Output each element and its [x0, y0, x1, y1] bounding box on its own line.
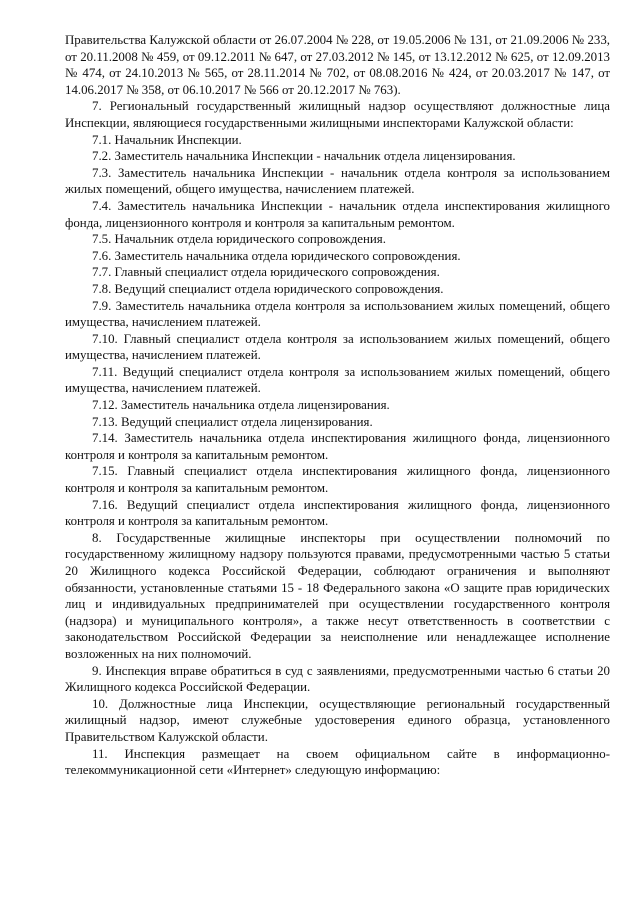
item-7-15: 7.15. Главный специалист отдела инспектирования жилищного фонда, лицензионного контроля и контроля за капитальным ремонтом. [65, 464, 610, 496]
item-7-5: 7.5. Начальник отдела юридического сопровождения. [92, 232, 386, 247]
paragraph-continuation: Правительства Калужской области от 26.07.2004 № 228, от 19.05.2006 № 131, от 21.09.2006 № 233, от 20.11.2008 № 459, от 09.12.2011 № 647, от 27.03.2012 № 145, от 13.12.2012 № 625, от 12.09.2013 № 474, от 24.10.2013 № 565, от 28.11.2014 № 702, от 08.08.2016 № 424, от 20.03.2017 № 147, от 14.06.2017 № 358, от 06.10.2017 № 566 от 20.12.2017 № 763). [65, 33, 610, 97]
item-7-11: 7.11. Ведущий специалист отдела контроля за использованием жилых помещений, общего имущества, начислением платежей. [65, 364, 610, 396]
item-7-13: 7.13. Ведущий специалист отдела лицензирования. [92, 414, 373, 429]
item-7-7: 7.7. Главный специалист отдела юридического сопровождения. [92, 265, 440, 280]
paragraph-9: 9. Инспекция вправе обратиться в суд с заявлениями, предусмотренными частью 6 статьи 20 Жилищного кодекса Российской Федерации. [65, 663, 610, 695]
item-7-1: 7.1. Начальник Инспекции. [92, 132, 242, 147]
item-7-4: 7.4. Заместитель начальника Инспекции - начальник отдела инспектирования жилищного фонда, лицензионного контроля и контроля за капитальным ремонтом. [65, 198, 610, 230]
paragraph-11: 11. Инспекция размещает на своем официальном сайте в информационно-телекоммуникационной сети «Интернет» следующую информацию: [65, 746, 610, 778]
item-7-2: 7.2. Заместитель начальника Инспекции - начальник отдела лицензирования. [92, 149, 516, 164]
item-7-9: 7.9. Заместитель начальника отдела контроля за использованием жилых помещений, общего имущества, начислением платежей. [65, 298, 610, 330]
paragraph-7: 7. Региональный государственный жилищный надзор осуществляют должностные лица Инспекции, являющиеся государственными жилищными инспекторами Калужской области: [65, 99, 610, 130]
item-7-14: 7.14. Заместитель начальника отдела инспектирования жилищного фонда, лицензионного контроля и контроля за капитальным ремонтом. [65, 431, 610, 462]
item-7-10: 7.10. Главный специалист отдела контроля за использованием жилых помещений, общего имущества, начислением платежей. [65, 331, 610, 363]
item-7-6: 7.6. Заместитель начальника отдела юридического сопровождения. [92, 248, 461, 263]
item-7-8: 7.8. Ведущий специалист отдела юридического сопровождения. [92, 281, 444, 296]
paragraph-8: 8. Государственные жилищные инспекторы при осуществлении полномочий по государственному жилищному надзору пользуются правами, предусмотренными частью 5 статьи 20 Жилищного кодекса Российской Федерации, соблюдают ограничения и выполняют обязанности, установленные статьями 15 - 18 Федерального закона «О защите прав юридических лиц и индивидуальных предпринимателей при осуществлении государственного контроля (надзора) и муниципального контроля», а также несут ответственность в соответствии с законодательством Российской Федерации за неисполнение или ненадлежащее исполнение возложенных на них полномочий. [65, 530, 610, 661]
document-page [65, 32, 610, 779]
item-7-12: 7.12. Заместитель начальника отдела лицензирования. [92, 398, 390, 413]
item-7-16: 7.16. Ведущий специалист отдела инспектирования жилищного фонда, лицензионного контроля и контроля за капитальным ремонтом. [65, 497, 610, 529]
item-7-3: 7.3. Заместитель начальника Инспекции - начальник отдела контроля за использованием жилых помещений, общего имущества, начислением платежей. [65, 165, 610, 197]
paragraph-10: 10. Должностные лица Инспекции, осуществляющие региональный государственный жилищный надзор, имеют служебные удостоверения единого образца, установленного Правительством Калужской области. [65, 696, 610, 744]
